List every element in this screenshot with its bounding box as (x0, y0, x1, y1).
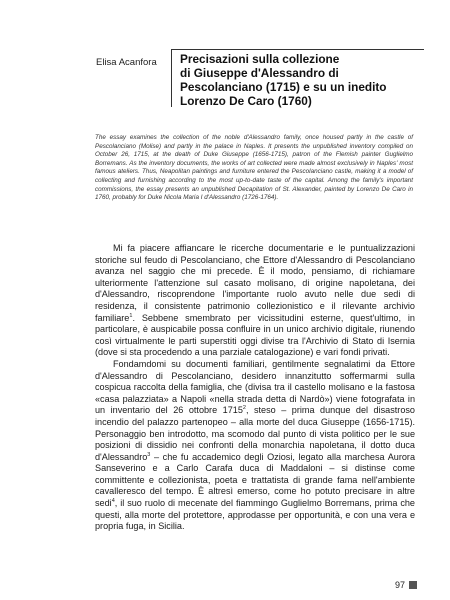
page-marker-square (409, 581, 417, 589)
title-line: di Giuseppe d'Alessandro di (180, 66, 339, 80)
body-text (95, 243, 415, 533)
title-line: Precisazioni sulla collezione (180, 52, 340, 66)
paragraph-1 (95, 243, 415, 359)
abstract: The essay examines the collection of the noble d'Alessandro family, once housed partly in the castle of Pescolanciano (Molise) and partly in the palace in Naples. It presents the unpublished inventory compiled on October 26, 1715, at the death of Duke Giuseppe (1656-1715), patron of the Flemish painter Guglielmo Borremans. As the inventory documents, the works of art collected were made almost exclusively in Naples' most famous ateliers. Thus, Neapolitan paintings and furniture entered the Pescolanciano castle, making it a model of collecting and furnishing according to the most up-to-date taste of the capital. Among the family's important commissions, the essay presents an unpublished Decapitation of St. Alexander, painted by Lorenzo De Caro in 1760, probably for Duke Nicola Maria I d'Alessandro (1726-1764). (95, 134, 413, 202)
paragraph-text: – che fu accademico degli Oziosi, legato alla marchesa Aurora Sanseverino e a Carlo Carafa duca di Maddaloni – si distinse come committente e collezionista, poeta e trattatista di grande fama nell'ambiente cavalleresco del tempo. È altresì emerso, come ho potuto precisare in altre sedi (95, 451, 415, 509)
page-number: 97 (395, 580, 406, 590)
title-horizontal-rule (171, 49, 424, 50)
paragraph-text: , steso – prima dunque del disastroso incendio del palazzo partenopeo – alla morte del duca Giuseppe (1656-1715). Personaggio ben introdotto, ma scomodo dal punto di vista politico per le sue posizioni di dissidio nei confronti della monarchia napoletana, il dotto duca d'Alessandro (95, 405, 415, 462)
author-name: Elisa Acanfora (96, 57, 157, 68)
paragraph-text: Fondamdomi su documenti familiari, gentilmente segnalatimi da Ettore d'Alessandro di Pescolanciano, desidero innanzitutto soffermarmi sulla cospicua raccolta della famiglia, che (divisa tra il castello molisano e la fastosa «casa palazziata» a Napoli «nella strada detta di Nardò») viene fotografata in un inventario del 26 ottobre 1715 (95, 358, 415, 416)
title-line: Pescolanciano (1715) e su un inedito (180, 80, 387, 94)
paragraph-text: Mi fa piacere affiancare le ricerche documentarie e le puntualizzazioni storiche sul feudo di Pescolanciano, che Ettore d'Alessandro di Pescolanciano avanza nel saggio che mi precede. È il modo, pensiamo, di richiamare ulteriormente l'attenzione sul casato molisano, di origine napoletana, dei d'Alessandro, riscoprendone l'importante ruolo avuto nelle due sedi di residenza, il consistente patrimonio collezionistico e il rilevante archivio familiare (95, 243, 415, 323)
footnote-ref[interactable]: 1 (129, 312, 133, 319)
paragraph-text: , il suo ruolo di mecenate del fiammingo Guglielmo Borremans, prima che questi, alla morte del protettore, approdasse per opportunità, e con una vera e propria fuga, in Sicilia. (95, 498, 415, 532)
paragraph-text: . Sebbene smembrato per vicissitudini esterne, quest'ultimo, in particolare, è auspicabile possa confluire in un unico archivio digitale, riunendo così virtualmente le parti superstiti oggi divise tra l'Archivio di Stato di Isernia (dove si sta procedendo a una parziale catalogazione) e vari fondi privati. (95, 312, 415, 358)
title-vertical-rule (171, 49, 172, 107)
footnote-ref[interactable]: 2 (242, 405, 246, 412)
footnote-ref[interactable]: 4 (111, 498, 115, 505)
article-title (180, 52, 420, 108)
title-line: Lorenzo De Caro (1760) (180, 94, 312, 108)
paragraph-2 (95, 359, 415, 533)
footnote-ref[interactable]: 3 (147, 451, 151, 458)
